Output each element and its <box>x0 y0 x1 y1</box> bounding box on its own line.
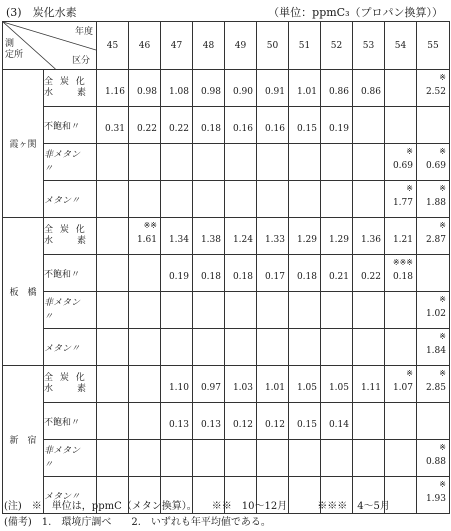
value-text: 0.18 <box>392 272 413 282</box>
value-text: 2.87 <box>425 235 446 245</box>
value-cell <box>385 366 417 403</box>
item-label: 全 炭 化 水 素 <box>44 70 97 107</box>
hydrocarbon-table <box>2 21 450 514</box>
value-cell <box>129 181 161 218</box>
value-cell <box>417 440 450 477</box>
table-row <box>3 329 450 366</box>
value-text: 1.03 <box>232 383 253 393</box>
value-text: 1.07 <box>392 383 413 393</box>
value-text: 0.13 <box>168 420 189 430</box>
value-cell <box>225 329 257 366</box>
table-row <box>3 403 450 440</box>
value-cell <box>129 107 161 144</box>
value-text: 1.84 <box>425 346 446 356</box>
value-text: 2.85 <box>425 383 446 393</box>
site-name: 板 橋 <box>3 218 44 366</box>
value-text: 0.22 <box>136 124 157 134</box>
value-cell <box>161 181 193 218</box>
value-cell <box>257 403 289 440</box>
value-cell <box>225 181 257 218</box>
value-text: 1.29 <box>328 235 349 245</box>
value-cell <box>257 366 289 403</box>
value-cell <box>417 403 450 440</box>
site-name: 新 宿 <box>3 366 44 514</box>
value-text: 1.34 <box>168 235 189 245</box>
value-cell <box>161 329 193 366</box>
value-text: 0.18 <box>296 272 317 282</box>
value-text: 1.33 <box>264 235 285 245</box>
value-cell <box>97 329 129 366</box>
value-cell <box>385 329 417 366</box>
value-cell <box>257 107 289 144</box>
value-cell <box>225 366 257 403</box>
item-label: 非メタン 〃 <box>44 144 97 181</box>
year-header: 45 <box>97 22 129 70</box>
value-cell <box>97 181 129 218</box>
footnote-mark: ※ <box>439 332 446 341</box>
footnote-mark: ※ <box>439 73 446 82</box>
value-text: 0.90 <box>232 87 253 97</box>
value-cell <box>321 218 353 255</box>
value-cell <box>321 107 353 144</box>
value-cell <box>289 403 321 440</box>
value-cell <box>129 366 161 403</box>
value-cell <box>257 70 289 107</box>
value-cell <box>257 181 289 218</box>
value-cell <box>129 255 161 292</box>
value-cell <box>225 218 257 255</box>
item-label: メタン〃 <box>44 329 97 366</box>
value-cell <box>97 255 129 292</box>
value-text: 1.61 <box>136 235 157 245</box>
year-header: 48 <box>193 22 225 70</box>
value-cell <box>353 255 385 292</box>
table-row <box>3 218 450 255</box>
value-text: 0.22 <box>360 272 381 282</box>
value-cell <box>385 144 417 181</box>
value-cell <box>193 440 225 477</box>
value-text: 0.69 <box>425 161 446 171</box>
value-cell <box>417 477 450 514</box>
header-year-label: 年度 <box>74 27 93 37</box>
value-cell <box>129 218 161 255</box>
value-text: 1.10 <box>168 383 189 393</box>
header-site-label: 測 定所 <box>5 39 24 60</box>
value-cell <box>193 181 225 218</box>
value-cell <box>129 144 161 181</box>
header-category-label: 区分 <box>71 56 90 66</box>
value-cell <box>353 403 385 440</box>
value-cell <box>97 403 129 440</box>
table-title: (3) 炭化水素 <box>6 6 77 19</box>
footnote-mark: ※ <box>439 443 446 452</box>
value-text: 0.98 <box>136 87 157 97</box>
value-text: 0.19 <box>328 124 349 134</box>
value-cell <box>289 440 321 477</box>
value-cell <box>321 292 353 329</box>
footnote-mark: ※※ <box>143 221 157 230</box>
value-cell <box>385 218 417 255</box>
value-cell <box>417 366 450 403</box>
year-header: 54 <box>385 22 417 70</box>
value-cell <box>129 440 161 477</box>
value-cell <box>97 107 129 144</box>
site-name: 霞ヶ関 <box>3 70 44 218</box>
value-text: 1.21 <box>392 235 413 245</box>
value-cell <box>385 255 417 292</box>
value-cell <box>289 107 321 144</box>
year-header: 51 <box>289 22 321 70</box>
value-cell <box>161 218 193 255</box>
table-row <box>3 107 450 144</box>
value-cell <box>97 144 129 181</box>
value-cell <box>161 292 193 329</box>
value-cell <box>289 329 321 366</box>
value-cell <box>417 181 450 218</box>
value-cell <box>225 440 257 477</box>
footnote-mark: ※ <box>406 147 413 156</box>
item-label: 全 炭 化 水 素 <box>44 366 97 403</box>
unit-note: （単位：ppmC₃（プロパン換算）） <box>268 6 443 19</box>
value-text: 0.17 <box>264 272 285 282</box>
value-text: 1.38 <box>200 235 221 245</box>
value-cell <box>353 440 385 477</box>
value-cell <box>225 144 257 181</box>
value-cell <box>385 70 417 107</box>
value-cell <box>257 440 289 477</box>
table-row <box>3 144 450 181</box>
value-text: 0.86 <box>360 87 381 97</box>
value-cell <box>417 329 450 366</box>
value-cell <box>161 144 193 181</box>
footnote-mark: ※ <box>406 369 413 378</box>
value-cell <box>97 292 129 329</box>
value-cell <box>289 70 321 107</box>
value-cell <box>353 181 385 218</box>
item-label: 全 炭 化 水 素 <box>44 218 97 255</box>
value-text: 0.91 <box>264 87 285 97</box>
value-text: 1.08 <box>168 87 189 97</box>
year-header: 49 <box>225 22 257 70</box>
year-header: 55 <box>417 22 450 70</box>
value-cell <box>289 144 321 181</box>
value-cell <box>417 70 450 107</box>
value-cell <box>225 255 257 292</box>
value-text: 0.21 <box>328 272 349 282</box>
value-text: 0.98 <box>200 87 221 97</box>
value-cell <box>225 107 257 144</box>
footnote-mark: ※ <box>406 184 413 193</box>
value-cell <box>161 107 193 144</box>
item-label: 非メタン 〃 <box>44 440 97 477</box>
value-text: 1.16 <box>104 87 125 97</box>
year-header: 46 <box>129 22 161 70</box>
value-cell <box>321 255 353 292</box>
value-cell <box>289 366 321 403</box>
footnote-mark: ※ <box>439 221 446 230</box>
value-cell <box>257 218 289 255</box>
footnote-mark: ※※※ <box>392 258 413 267</box>
value-cell <box>417 255 450 292</box>
value-cell <box>193 144 225 181</box>
value-cell <box>353 107 385 144</box>
item-label: 不飽和〃 <box>44 403 97 440</box>
footnote-remarks: (備考) 1. 環境庁調べ 2. いずれも年平均値である。 <box>4 517 271 528</box>
value-text: 0.22 <box>168 124 189 134</box>
item-label: 非メタン 〃 <box>44 292 97 329</box>
value-cell <box>289 255 321 292</box>
item-label: メタン〃 <box>44 181 97 218</box>
value-cell <box>97 440 129 477</box>
value-cell <box>161 440 193 477</box>
value-cell <box>129 70 161 107</box>
value-cell <box>97 366 129 403</box>
footnote-mark: ※ <box>439 147 446 156</box>
value-text: 0.16 <box>232 124 253 134</box>
value-text: 0.18 <box>200 124 221 134</box>
value-cell <box>161 366 193 403</box>
value-cell <box>97 70 129 107</box>
value-text: 0.88 <box>425 457 446 467</box>
value-text: 1.77 <box>392 198 413 208</box>
year-header: 47 <box>161 22 193 70</box>
value-cell <box>385 440 417 477</box>
value-text: 0.15 <box>296 124 317 134</box>
value-cell <box>385 107 417 144</box>
value-cell <box>321 181 353 218</box>
value-cell <box>353 218 385 255</box>
value-cell <box>193 292 225 329</box>
footnote-mark: ※ <box>439 369 446 378</box>
value-cell <box>417 144 450 181</box>
table-row <box>3 440 450 477</box>
value-cell <box>417 292 450 329</box>
table-row <box>3 70 450 107</box>
value-text: 1.29 <box>296 235 317 245</box>
value-text: 0.19 <box>168 272 189 282</box>
value-cell <box>257 292 289 329</box>
year-header: 52 <box>321 22 353 70</box>
value-text: 0.15 <box>296 420 317 430</box>
value-text: 0.97 <box>200 383 221 393</box>
value-cell <box>321 144 353 181</box>
footnote-mark: ※ <box>439 480 446 489</box>
value-text: 1.36 <box>360 235 381 245</box>
value-cell <box>353 292 385 329</box>
value-cell <box>353 144 385 181</box>
value-cell <box>353 70 385 107</box>
footnote-units: (注) ※ 単位は，ppmC（メタン換算）。 ※※ 10～12月 ※※※ 4～5月 <box>4 501 390 512</box>
year-header: 53 <box>353 22 385 70</box>
value-cell <box>225 403 257 440</box>
value-cell <box>193 218 225 255</box>
value-cell <box>289 292 321 329</box>
value-text: 1.01 <box>296 87 317 97</box>
value-text: 0.31 <box>104 124 125 134</box>
value-cell <box>193 403 225 440</box>
value-text: 1.05 <box>296 383 317 393</box>
value-cell <box>225 292 257 329</box>
value-cell <box>193 366 225 403</box>
table-row <box>3 366 450 403</box>
header-corner <box>3 22 97 70</box>
value-text: 1.11 <box>360 383 381 393</box>
value-cell <box>417 218 450 255</box>
value-text: 0.12 <box>264 420 285 430</box>
value-cell <box>257 255 289 292</box>
table-row <box>3 292 450 329</box>
value-cell <box>161 70 193 107</box>
table-row <box>3 181 450 218</box>
year-header: 50 <box>257 22 289 70</box>
value-cell <box>289 181 321 218</box>
value-cell <box>353 329 385 366</box>
value-cell <box>321 329 353 366</box>
value-cell <box>193 329 225 366</box>
value-cell <box>385 181 417 218</box>
value-cell <box>97 218 129 255</box>
value-text: 0.86 <box>328 87 349 97</box>
value-text: 1.24 <box>232 235 253 245</box>
header-row <box>3 22 450 70</box>
value-text: 0.18 <box>232 272 253 282</box>
value-text: 1.93 <box>425 494 446 504</box>
item-label: メタン〃 <box>44 477 97 514</box>
value-cell <box>129 403 161 440</box>
value-cell <box>193 70 225 107</box>
value-cell <box>321 366 353 403</box>
value-text: 1.05 <box>328 383 349 393</box>
value-text: 0.14 <box>328 420 349 430</box>
value-text: 1.01 <box>264 383 285 393</box>
table-row <box>3 255 450 292</box>
item-label: 不飽和〃 <box>44 255 97 292</box>
value-cell <box>417 107 450 144</box>
value-cell <box>257 144 289 181</box>
value-cell <box>385 292 417 329</box>
value-cell <box>385 403 417 440</box>
value-cell <box>193 107 225 144</box>
value-cell <box>129 329 161 366</box>
item-label: 不飽和〃 <box>44 107 97 144</box>
value-cell <box>321 70 353 107</box>
value-cell <box>161 403 193 440</box>
value-cell <box>321 440 353 477</box>
footnote-mark: ※ <box>439 184 446 193</box>
value-text: 0.16 <box>264 124 285 134</box>
value-text: 1.88 <box>425 198 446 208</box>
value-cell <box>289 218 321 255</box>
value-cell <box>353 366 385 403</box>
value-text: 0.69 <box>392 161 413 171</box>
value-cell <box>129 292 161 329</box>
footnote-mark: ※ <box>439 295 446 304</box>
value-cell <box>257 329 289 366</box>
value-cell <box>225 70 257 107</box>
value-cell <box>321 403 353 440</box>
value-text: 1.02 <box>425 309 446 319</box>
value-cell <box>161 255 193 292</box>
value-text: 0.13 <box>200 420 221 430</box>
value-text: 0.12 <box>232 420 253 430</box>
value-text: 0.18 <box>200 272 221 282</box>
value-cell <box>193 255 225 292</box>
value-text: 2.52 <box>425 87 446 97</box>
